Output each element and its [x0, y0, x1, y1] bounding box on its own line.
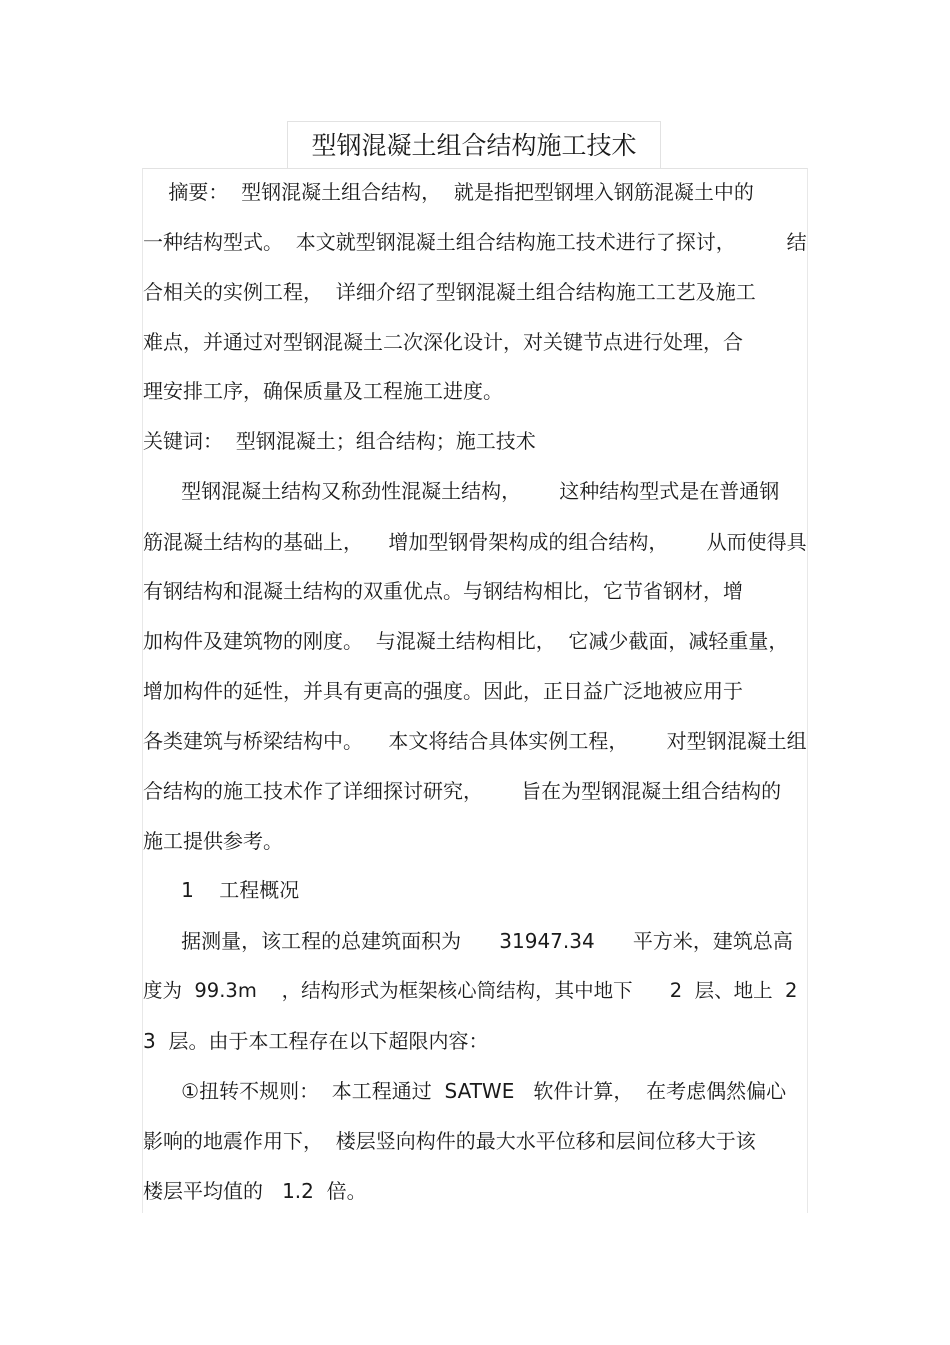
overview-line-3: 3 层。由于本工程存在以下超限内容：	[143, 1029, 489, 1053]
overview-line-6: 楼层平均值的 1.2 倍。	[143, 1179, 367, 1203]
intro-line-8: 施工提供参考。	[143, 829, 283, 853]
intro-line-3: 有钢结构和混凝土结构的双重优点。与钢结构相比，它节省钢材，增	[143, 579, 743, 603]
document-title: 型钢混凝土组合结构施工技术	[311, 131, 637, 160]
intro-line-7: 合结构的施工技术作了详细探讨研究， 旨在为型钢混凝土组合结构的	[143, 779, 782, 803]
intro-line-2: 筋混凝土结构的基础上， 增加型钢骨架构成的组合结构， 从而使得具	[143, 530, 807, 554]
overview-line-2: 度为 99.3m ，结构形式为框架核心筒结构，其中地下 2 层、地上 2	[143, 979, 798, 1002]
title-box	[287, 121, 661, 168]
abstract-line-5: 理安排工序，确保质量及工程施工进度。	[143, 379, 503, 403]
intro-line-4: 加构件及建筑物的刚度。 与混凝土结构相比， 它减少截面，减轻重量，	[143, 629, 789, 653]
abstract-line-2: 一种结构型式。 本文就型钢混凝土组合结构施工技术进行了探讨， 结	[143, 230, 807, 254]
intro-line-6: 各类建筑与桥梁结构中。 本文将结合具体实例工程， 对型钢混凝土组	[143, 729, 807, 753]
abstract-line-4: 难点，并通过对型钢混凝土二次深化设计，对关键节点进行处理，合	[143, 330, 743, 354]
section-heading-1: 1 工程概况	[143, 878, 300, 902]
abstract-line-1: 摘要： 型钢混凝土组合结构， 就是指把型钢埋入钢筋混凝土中的	[143, 180, 754, 204]
keywords-line: 关键词： 型钢混凝土；组合结构；施工技术	[143, 429, 536, 453]
intro-line-1: 型钢混凝土结构又称劲性混凝土结构， 这种结构型式是在普通钢	[143, 479, 780, 503]
overview-line-4: ①扭转不规则： 本工程通过 SATWE 软件计算， 在考虑偶然偏心	[143, 1079, 787, 1103]
overview-line-5: 影响的地震作用下， 楼层竖向构件的最大水平位移和层间位移大于该	[143, 1129, 756, 1153]
intro-line-5: 增加构件的延性，并具有更高的强度。因此，正日益广泛地被应用于	[143, 679, 743, 703]
abstract-line-3: 合相关的实例工程， 详细介绍了型钢混凝土组合结构施工工艺及施工	[143, 280, 756, 304]
overview-line-1: 据测量，该工程的总建筑面积为 31947.34 平方米，建筑总高	[143, 929, 793, 953]
